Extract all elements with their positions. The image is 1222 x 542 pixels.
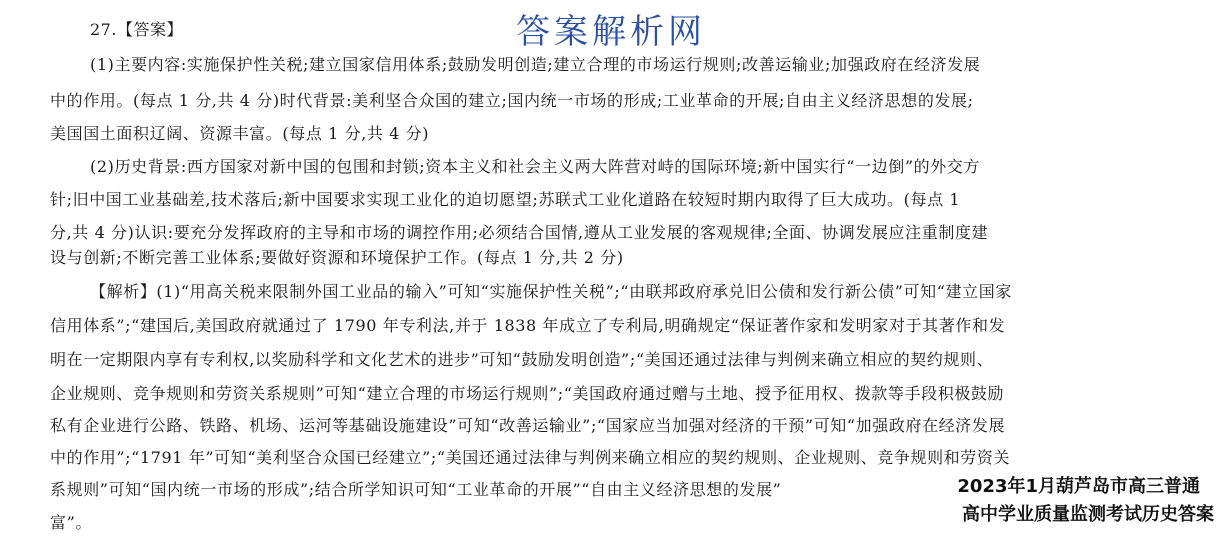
text-line: 美国国土面积辽阔、资源丰富。(每点 1 分,共 4 分) (50, 124, 430, 143)
text-line: 富”。 (50, 513, 92, 532)
exam-watermark-line1: 2023年1月葫芦岛市高三普通 (955, 472, 1202, 498)
text-line: 私有企业进行公路、铁路、机场、运河等基础设施建设”可知“改善运输业”;“国家应当加强对经济的干预”可知“加强政府在经济发展 (50, 416, 1006, 435)
text-line: 信用体系”;“建国后,美国政府就通过了 1790 年专利法,并于 1838 年成立了专利局,明确规定“保证著作家和发明家对于其著作和发 (50, 316, 1006, 335)
text-line: 系规则”可知“国内统一市场的形成”;结合所学知识可知“工业革命的开展”“自由主义经济思想的发展” (50, 480, 782, 499)
watermark-title: 答案解析网 (516, 12, 706, 52)
text-line: 中的作用”;“1791 年”可知“美利坚合众国已经建立”;“美国还通过法律与判例来确立相应的契约规则、企业规则、竞争规则和劳资关 (50, 448, 1011, 467)
exam-watermark-line2: 高中学业质量监测考试历史答案 (960, 500, 1216, 526)
text-line: 明在一定期限内享有专利权,以奖励科学和文化艺术的进步”可知“鼓励发明创造”;“美国还通过法律与判例来确立相应的契约规则、 (50, 350, 994, 369)
text-line: 针;旧中国工业基础差,技术落后;新中国要求实现工业化的迫切愿望;苏联式工业化道路在较短时期内取得了巨大成功。(每点 1 (50, 190, 961, 209)
text-line: 中的作用。(每点 1 分,共 4 分)时代背景:美利坚合众国的建立;国内统一市场的形成;工业革命的开展;自由主义经济思想的发展; (50, 91, 974, 110)
text-line: 企业规则、竞争规则和劳资关系规则”可知“建立合理的市场运行规则”;“美国政府通过赠与土地、授予征用权、拨款等手段积极鼓励 (50, 384, 1005, 403)
text-line: (2)历史背景:西方国家对新中国的包围和封锁;资本主义和社会主义两大阵营对峙的国际环境;新中国实行“一边倒”的外交方 (90, 157, 980, 176)
question-number: 27.【答案】 (90, 20, 183, 39)
text-line: 设与创新;不断完善工业体系;要做好资源和环境保护工作。(每点 1 分,共 2 分) (50, 248, 624, 267)
text-line: 【解析】(1)“用高关税来限制外国工业品的输入”可知“实施保护性关税”;“由联邦政府承兑旧公债和发行新公债”可知“建立国家 (90, 282, 1012, 301)
text-line: 分,共 4 分)认识:要充分发挥政府的主导和市场的调控作用;必须结合国情,遵从工业发展的客观规律;全面、协调发展应注重制度建 (50, 223, 989, 242)
text-line: (1)主要内容:实施保护性关税;建立国家信用体系;鼓励发明创造;建立合理的市场运行规则;改善运输业;加强政府在经济发展 (90, 55, 981, 74)
